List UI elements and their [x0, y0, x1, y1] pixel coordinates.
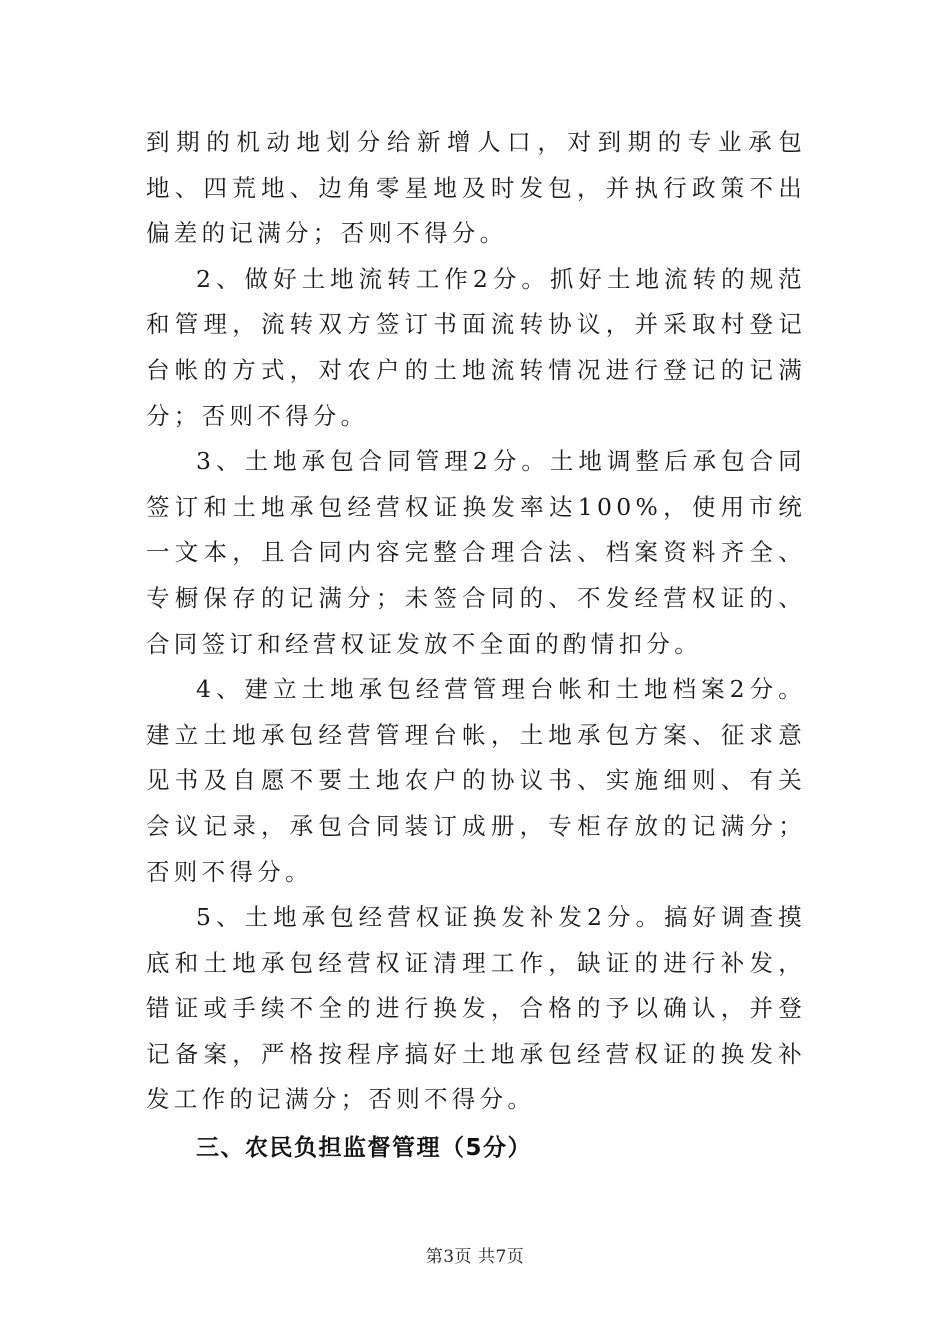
section-heading: 三、农民负担监督管理（5分） [196, 1135, 533, 1162]
paragraph-item-2: 2、做好土地流转工作2分。抓好土地流转的规范和管理，流转双方签订书面流转协议，并采取村登记台帐的方式，对农户的土地流转情况进行登记的记满分；否则不得分。 [146, 264, 806, 430]
paragraph-item-4: 4、建立土地承包经营管理台帐和土地档案2分。建立土地承包经营管理台帐，土地承包方案、征求意见书及自愿不要土地农户的协议书、实施细则、有关会议记录，承包合同装订成册，专柜存放的记满分；否则不得分。 [146, 675, 806, 886]
paragraph-item-3: 3、土地承包合同管理2分。土地调整后承包合同签订和土地承包经营权证换发率达100%，使用市统一文本，且合同内容完整合理合法、档案资料齐全、专橱保存的记满分；未签合同的、不发经营权证的、合同签订和经营权证发放不全面的酌情扣分。 [146, 447, 806, 658]
paragraph-item-5: 5、土地承包经营权证换发补发2分。搞好调查摸底和土地承包经营权证清理工作，缺证的进行补发，错证或手续不全的进行换发，合格的予以确认，并登记备案，严格按程序搞好土地承包经营权证的换发补发工作的记满分；否则不得分。 [146, 903, 806, 1114]
document-body [146, 120, 806, 1173]
page-footer: 第3页 共7页 [425, 1247, 525, 1267]
paragraph-continuation: 到期的机动地划分给新增人口，对到期的专业承包地、四荒地、边角零星地及时发包，并执行政策不出偏差的记满分；否则不得分。 [146, 128, 806, 248]
